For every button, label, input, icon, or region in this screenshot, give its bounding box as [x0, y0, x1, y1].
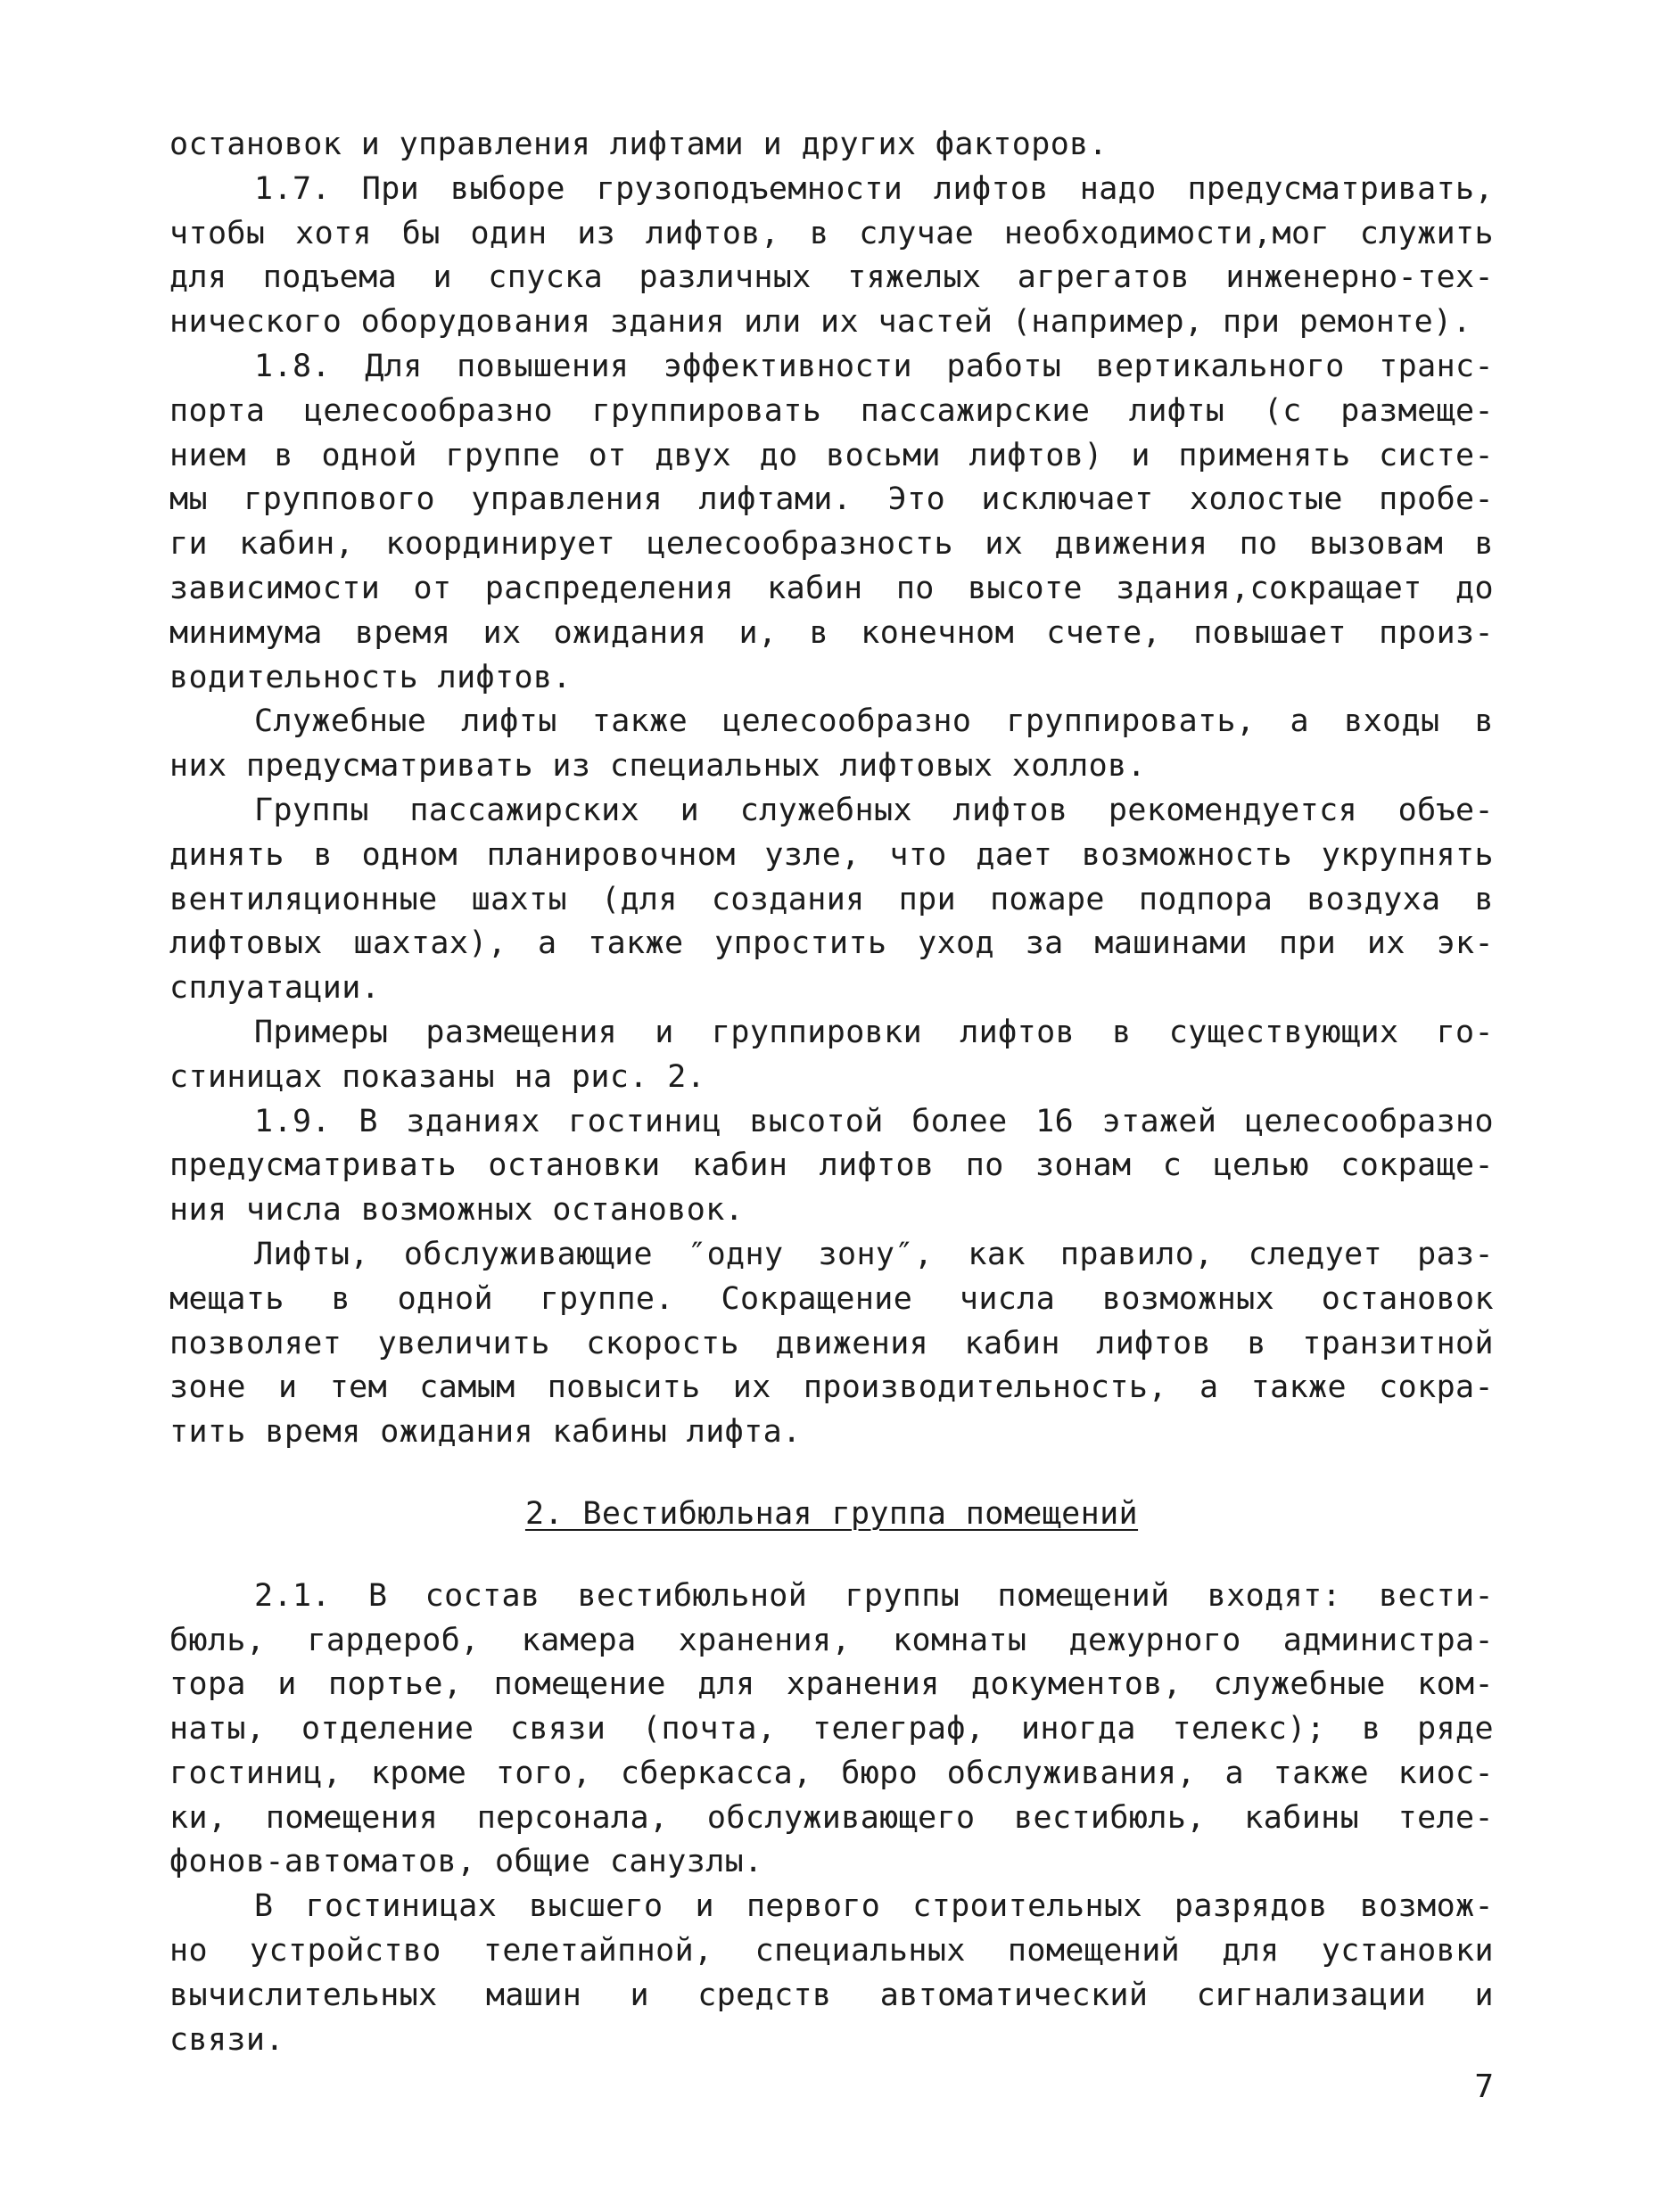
- text-line: ки, помещения персонала, обслуживающего вестибюль, кабины теле-: [169, 1799, 1494, 1836]
- text-line: чтобы хотя бы один из лифтов, в случае необходимости,мог служить: [169, 215, 1494, 251]
- text-line: Группы пассажирских и служебных лифтов рекомендуется объе-: [254, 792, 1494, 828]
- text-line: них предусматривать из специальных лифтовых холлов.: [169, 748, 1147, 785]
- text-line: 1.8. Для повышения эффективности работы вертикального транс-: [254, 348, 1494, 384]
- text-line: динять в одном планировочном узле, что дает возможность укрупнять: [169, 836, 1494, 873]
- text-line: ния числа возможных остановок.: [169, 1192, 745, 1229]
- text-line: нием в одной группе от двух до восьми лифтов) и применять систе-: [169, 437, 1494, 473]
- text-line: тора и портье, помещение для хранения документов, служебные ком-: [169, 1666, 1494, 1703]
- text-line: 1.7. При выборе грузоподъемности лифтов надо предусматривать,: [254, 170, 1494, 207]
- document-page: [169, 123, 1494, 2062]
- text-line: мещать в одной группе. Сокращение числа возможных остановок: [169, 1280, 1494, 1317]
- paragraph: [169, 1011, 1494, 1100]
- paragraph: [169, 168, 1494, 345]
- section-2-body: [169, 1575, 1494, 2063]
- text-line: связи.: [169, 2021, 284, 2058]
- text-line: сплуатации.: [169, 970, 381, 1007]
- text-line: стиницах показаны на рис. 2.: [169, 1058, 706, 1095]
- text-line: Примеры размещения и группировки лифтов в существующих го-: [254, 1014, 1494, 1050]
- text-line: для подъема и спуска различных тяжелых агрегатов инженерно-тех-: [169, 259, 1494, 296]
- text-line: водительность лифтов.: [169, 659, 572, 695]
- paragraph: [169, 1233, 1494, 1455]
- paragraph: [169, 1100, 1494, 1233]
- paragraph: [169, 1885, 1494, 2062]
- text-line: фонов-автоматов, общие санузлы.: [169, 1844, 763, 1880]
- text-line: вентиляционные шахты (для создания при пожаре подпора воздуха в: [169, 881, 1494, 917]
- text-line: ги кабин, координирует целесообразность их движения по вызовам в: [169, 526, 1494, 563]
- text-line: предусматривать остановки кабин лифтов по зонам с целью сокраще-: [169, 1147, 1494, 1184]
- text-line: порта целесообразно группировать пассажирские лифты (с размеще-: [169, 392, 1494, 429]
- text-line: наты, отделение связи (почта, телеграф, иногда телекс); в ряде: [169, 1711, 1494, 1747]
- text-line: остановок и управления лифтами и других факторов.: [169, 127, 1109, 162]
- section-2-heading: 2. Вестибюльная группа помещений: [524, 1495, 1139, 1532]
- text-line: позволяет увеличить скорость движения кабин лифтов в транзитной: [169, 1325, 1494, 1361]
- text-line: В гостиницах высшего и первого строительных разрядов возмож-: [254, 1888, 1494, 1925]
- text-line: 2.1. В состав вестибюльной группы помещений входят: вести-: [254, 1577, 1494, 1614]
- paragraph: [169, 345, 1494, 700]
- text-line: 1.9. В зданиях гостиниц высотой более 16 этажей целесообразно: [254, 1103, 1494, 1139]
- text-line: вычислительных машин и средств автоматический сигнализации и: [169, 1977, 1494, 2013]
- text-line: тить время ожидания кабины лифта.: [169, 1414, 802, 1451]
- text-line: Лифты, обслуживающие ″одну зону″, как правило, следует раз-: [254, 1236, 1494, 1272]
- paragraph: [169, 123, 1494, 168]
- text-line: мы группового управления лифтами. Это исключает холостые пробе-: [169, 481, 1494, 518]
- text-line: бюль, гардероб, камера хранения, комнаты дежурного администра-: [169, 1622, 1494, 1658]
- paragraph: [169, 700, 1494, 789]
- text-line: лифтовых шахтах), а также упростить уход за машинами при их эк-: [169, 925, 1494, 962]
- text-line: но устройство телетайпной, специальных помещений для установки: [169, 1933, 1494, 1969]
- section-2-heading-wrap: [169, 1492, 1494, 1537]
- page-number: 7: [1474, 2068, 1494, 2105]
- text-line: Служебные лифты также целесообразно группировать, а входы в: [254, 703, 1494, 740]
- paragraph: [169, 1575, 1494, 1886]
- text-line: зоне и тем самым повысить их производительность, а также сокра-: [169, 1369, 1494, 1406]
- text-line: зависимости от распределения кабин по высоте здания,сокращает до: [169, 570, 1494, 606]
- text-line: гостиниц, кроме того, сберкасса, бюро обслуживания, а также киос-: [169, 1755, 1494, 1791]
- section-1-body: [169, 123, 1494, 1455]
- paragraph: [169, 789, 1494, 1011]
- text-line: нического оборудования здания или их частей (например, при ремонте).: [169, 304, 1472, 341]
- text-line: минимума время их ожидания и, в конечном счете, повышает произ-: [169, 614, 1494, 651]
